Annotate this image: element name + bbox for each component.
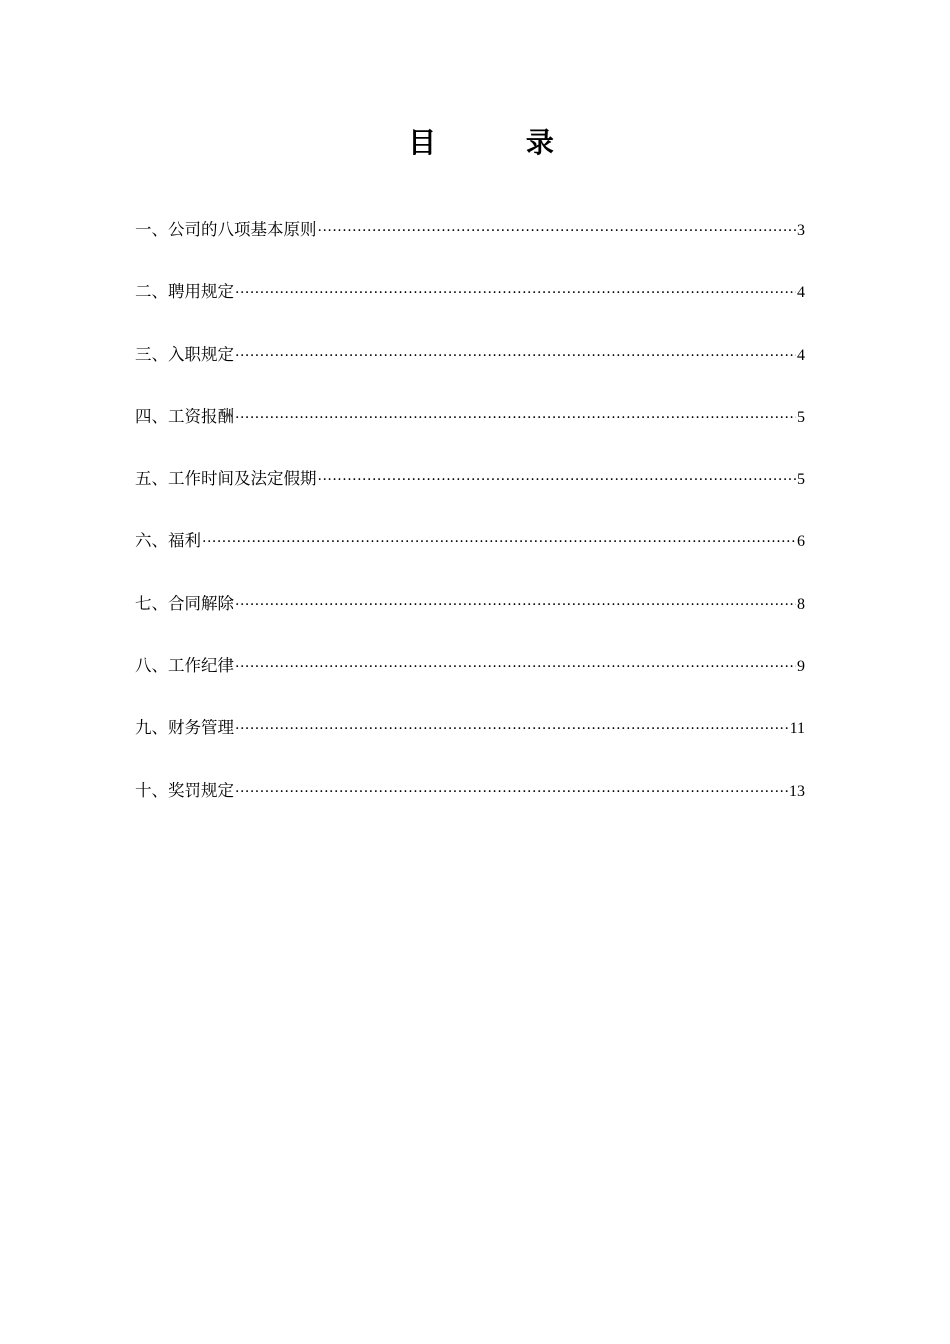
toc-entry-label: 二、聘用规定 bbox=[135, 282, 234, 302]
toc-entry-label: 四、工资报酬 bbox=[135, 406, 234, 426]
toc-entry-page: 13 bbox=[789, 782, 805, 800]
toc-dot-leader bbox=[235, 277, 796, 309]
toc-dot-leader bbox=[235, 776, 788, 808]
toc-entry-page: 4 bbox=[797, 346, 805, 364]
toc-entry[interactable] bbox=[135, 712, 805, 774]
toc-entry-label: 八、工作纪律 bbox=[135, 656, 234, 676]
toc-dot-leader bbox=[235, 402, 796, 434]
toc-dot-leader bbox=[318, 215, 797, 247]
toc-dot-leader bbox=[235, 651, 796, 683]
toc-entry[interactable] bbox=[135, 214, 805, 276]
toc-dot-leader bbox=[235, 713, 789, 745]
table-of-contents bbox=[135, 214, 805, 837]
toc-entry-page: 3 bbox=[797, 222, 805, 239]
toc-entry[interactable] bbox=[135, 525, 805, 587]
toc-entry-label: 五、工作时间及法定假期 bbox=[135, 469, 317, 489]
toc-entry[interactable] bbox=[135, 463, 805, 525]
toc-title: 目 录 bbox=[408, 125, 594, 159]
toc-entry[interactable] bbox=[135, 650, 805, 712]
toc-entry-page: 5 bbox=[797, 471, 805, 489]
toc-entry-label: 一、公司的八项基本原则 bbox=[135, 220, 317, 239]
toc-dot-leader bbox=[202, 526, 796, 558]
toc-entry-page: 6 bbox=[797, 533, 805, 551]
toc-entry[interactable] bbox=[135, 339, 805, 401]
toc-dot-leader bbox=[318, 464, 797, 496]
toc-entry[interactable] bbox=[135, 775, 805, 837]
toc-entry[interactable] bbox=[135, 401, 805, 463]
toc-entry-page: 5 bbox=[797, 408, 805, 426]
toc-entry-page: 9 bbox=[797, 658, 805, 676]
toc-entry[interactable] bbox=[135, 588, 805, 650]
toc-entry-page: 8 bbox=[797, 595, 805, 613]
toc-dot-leader bbox=[235, 589, 796, 621]
toc-entry-label: 三、入职规定 bbox=[135, 344, 234, 364]
toc-entry-label: 七、合同解除 bbox=[135, 593, 234, 613]
toc-entry[interactable] bbox=[135, 276, 805, 338]
toc-entry-page: 11 bbox=[789, 720, 805, 738]
toc-entry-label: 十、奖罚规定 bbox=[135, 780, 234, 800]
toc-entry-label: 六、福利 bbox=[135, 531, 201, 551]
toc-dot-leader bbox=[235, 340, 796, 372]
toc-entry-label: 九、财务管理 bbox=[135, 718, 234, 738]
toc-entry-page: 4 bbox=[797, 284, 805, 302]
